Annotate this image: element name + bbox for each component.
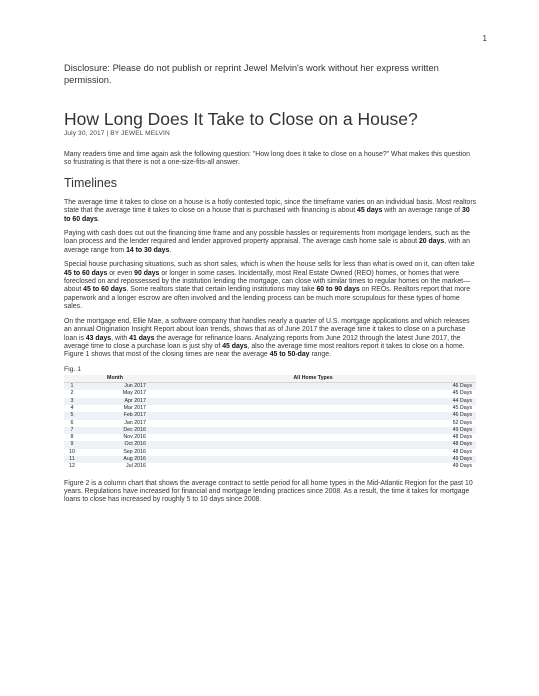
row-days: 48 Days (150, 441, 476, 448)
figure-label: Fig. 1 (64, 365, 81, 373)
row-days: 46 Days (150, 383, 476, 391)
row-index: 3 (64, 398, 80, 405)
table-row (64, 427, 476, 434)
row-index: 2 (64, 390, 80, 397)
table-row (64, 441, 476, 448)
row-index: 7 (64, 427, 80, 434)
table-row (64, 420, 476, 427)
table-header-all-home-types: All Home Types (150, 375, 476, 383)
intro-paragraph: Many readers time and time again ask the following question: "How long does it take to close on a house?" What makes this question so frustrating is that there is not a one-size-fits-all answer. (64, 151, 470, 167)
row-days: 49 Days (150, 456, 476, 463)
row-month: Mar 2017 (80, 405, 150, 412)
table-row (64, 390, 476, 397)
row-days: 46 Days (150, 412, 476, 419)
table-body (64, 383, 476, 471)
row-index: 11 (64, 456, 80, 463)
disclosure-text: Disclosure: Please do not publish or reprint Jewel Melvin's work without her express written permission. (64, 63, 439, 85)
row-days: 52 Days (150, 420, 476, 427)
row-month: Feb 2017 (80, 412, 150, 419)
row-month: Oct 2016 (80, 441, 150, 448)
row-days: 48 Days (150, 449, 476, 456)
paragraph-cash: Paying with cash does cut out the financing time frame and any possible hassles or requirements from mortgage lenders, such as the loan process and the lender required and lender approved property appraisal. The average cash home sale is about 20 days, with an average range from 14 to 30 days. (64, 230, 470, 254)
row-month: Nov 2016 (80, 434, 150, 441)
row-index: 5 (64, 412, 80, 419)
row-days: 45 Days (150, 390, 476, 397)
document-body (64, 62, 478, 511)
paragraph-mortgage: On the mortgage end, Ellie Mae, a software company that handles nearly a quarter of U.S. mortgage applications and which releases an annual Origination Insight Report about loan trends, shows that as of June 2017 the average time it takes to close on a purchase loan is 43 days, with 41 days the average for refinance loans. Analyzing reports from June 2012 through the latest June 2017, the average time to close a purchase loan is just shy of 45 days, also the average time most realtors report it takes to close on a home. Figure 1 shows that most of the closing times are near the average 45 to 50-day range. (64, 317, 470, 359)
row-index: 12 (64, 463, 80, 470)
section-heading-timelines: Timelines (64, 175, 118, 190)
table-row (64, 383, 476, 391)
row-index: 10 (64, 449, 80, 456)
table-row (64, 412, 476, 419)
page-number: 1 (482, 34, 487, 43)
table-row (64, 398, 476, 405)
table-header-row (64, 375, 476, 383)
table-header-month: Month (80, 375, 150, 383)
table-row (64, 449, 476, 456)
article-title: How Long Does It Take to Close on a House? (64, 109, 418, 129)
row-index: 1 (64, 383, 80, 391)
row-index: 9 (64, 441, 80, 448)
row-days: 49 Days (150, 463, 476, 470)
row-month: Dec 2016 (80, 427, 150, 434)
row-month: Aug 2016 (80, 456, 150, 463)
row-month: Jun 2017 (80, 383, 150, 391)
paragraph-financing: The average time it takes to close on a house is a hotly contested topic, since the timeframe varies on an individual basis. Most realtors state that the average time it takes to close on a house that is purchased with financing is about 45 days with an average range of 30 to 60 days. (64, 198, 477, 223)
table-row (64, 456, 476, 463)
closing-times-table (64, 375, 476, 471)
table-row (64, 405, 476, 412)
paragraph-figure-2: Figure 2 is a column chart that shows the average contract to settle period for all home types in the Mid-Atlantic Region for the past 10 years. Regulations have increased for financial and mortgage lending practices since 2008. As a result, the time it takes for mortgage loans to close has increased by roughly 5 to 10 days since 2008. (64, 479, 473, 504)
row-index: 4 (64, 405, 80, 412)
table-row (64, 434, 476, 441)
row-days: 45 Days (150, 405, 476, 412)
row-days: 49 Days (150, 427, 476, 434)
article-byline: July 30, 2017 | BY JEWEL MELVIN (64, 130, 170, 137)
row-index: 6 (64, 420, 80, 427)
row-month: Apr 2017 (80, 398, 150, 405)
paragraph-special-situations: Special house purchasing situations, such as short sales, which is when the house sells for less than what is owed on it, can often take 45 to 60 days or even 90 days or longer in some cases. Incidentally, most Real Estate Owned (REO) homes, or homes that were foreclosed on and repossessed by the institution lending the mortgage, can close with similar times to regular homes on the market—about 45 to 60 days. Some realtors state that certain lending institutions may take 60 to 90 days on REOs. Realtors report that more paperwork and a longer escrow are often involved and the lending process can be much more scrupulous for these types of home sales. (64, 261, 475, 311)
row-days: 48 Days (150, 434, 476, 441)
table-header-index (64, 375, 80, 383)
row-days: 44 Days (150, 398, 476, 405)
table-row (64, 463, 476, 470)
row-month: Jan 2017 (80, 420, 150, 427)
row-index: 8 (64, 434, 80, 441)
row-month: Sep 2016 (80, 449, 150, 456)
row-month: May 2017 (80, 390, 150, 397)
row-month: Jul 2016 (80, 463, 150, 470)
